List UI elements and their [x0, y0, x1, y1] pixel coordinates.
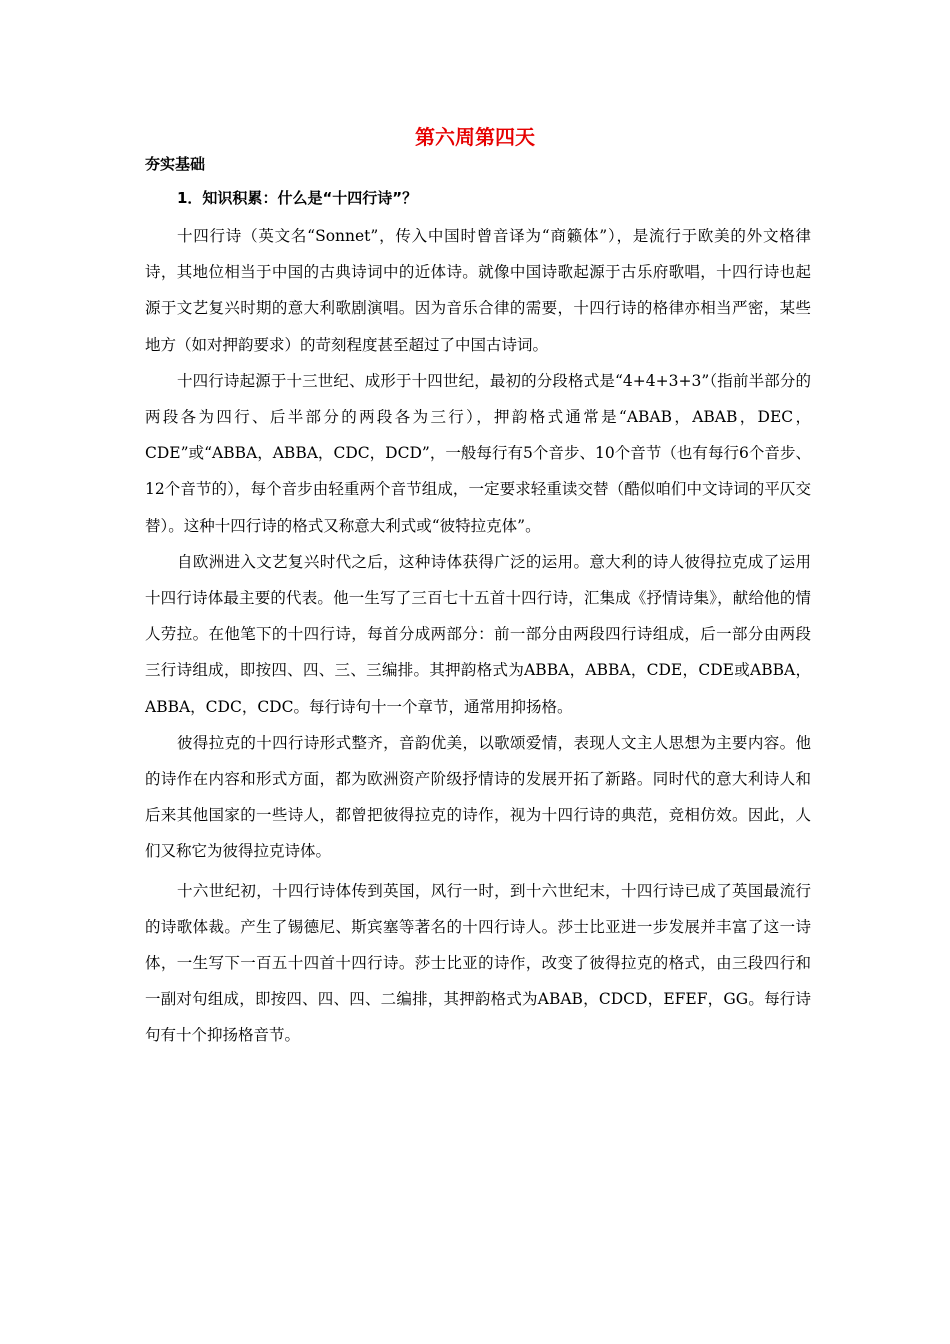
- paragraph-3: 自欧洲进入文艺复兴时代之后，这种诗体获得广泛的运用。意大利的诗人彼得拉克成了运用十四行诗体最主要的代表。他一生写了三百七十五首十四行诗，汇集成《抒情诗集》，献给他的情人劳拉。在他笔下的十四行诗，每首分成两部分：前一部分由两段四行诗组成，后一部分由两段三行诗组成，即按四、四、三、三编排。其押韵格式为ABBA，ABBA，CDE，CDE或ABBA，ABBA，CDC，CDC。每行诗句十一个章节，通常用抑扬格。: [145, 552, 811, 716]
- paragraph-5: 十六世纪初，十四行诗体传到英国，风行一时，到十六世纪末，十四行诗已成了英国最流行的诗歌体裁。产生了锡德尼、斯宾塞等著名的十四行诗人。莎士比亚进一步发展并丰富了这一诗体，一生写下一百五十四首十四行诗。莎士比亚的诗作，改变了彼得拉克的格式，由三段四行和一副对句组成，即按四、四、四、二编排，其押韵格式为ABAB，CDCD，EFEF，GG。每行诗句有十个抑扬格音节。: [145, 881, 811, 1045]
- section-heading: 夯实基础: [145, 155, 206, 173]
- paragraph-1: 十四行诗（英文名“Sonnet”，传入中国时曾音译为“商籁体”），是流行于欧美的外文格律诗，其地位相当于中国的古典诗词中的近体诗。就像中国诗歌起源于古乐府歌唱，十四行诗也起源于文艺复兴时期的意大利歌剧演唱。因为音乐合律的需要，十四行诗的格律亦相当严密，某些地方（如对押韵要求）的苛刻程度甚至超过了中国古诗词。: [145, 227, 811, 354]
- page-title: 第六周第四天: [415, 125, 535, 149]
- body-text: [145, 218, 811, 1054]
- paragraph-2: 十四行诗起源于十三世纪、成形于十四世纪，最初的分段格式是“4+4+3+3”（指前半部分的两段各为四行、后半部分的两段各为三行），押韵格式通常是“ABAB，ABAB，DEC，CDE”或“ABBA，ABBA，CDC，DCD”，一般每行有5个音步、10个音节（也有每行6个音步、12个音节的），每个音步由轻重两个音节组成，一定要求轻重读交替（酷似咱们中文诗词的平仄交替）。这种十四行诗的格式又称意大利式或“彼特拉克体”。: [145, 371, 811, 535]
- paragraph-4: 彼得拉克的十四行诗形式整齐，音韵优美，以歌颂爱情，表现人文主人思想为主要内容。他的诗作在内容和形式方面，都为欧洲资产阶级抒情诗的发展开拓了新路。同时代的意大利诗人和后来其他国家的一些诗人，都曾把彼得拉克的诗作，视为十四行诗的典范，竞相仿效。因此，人们又称它为彼得拉克诗体。: [145, 733, 811, 861]
- question-heading: 1．知识积累：什么是“十四行诗”？: [177, 189, 418, 207]
